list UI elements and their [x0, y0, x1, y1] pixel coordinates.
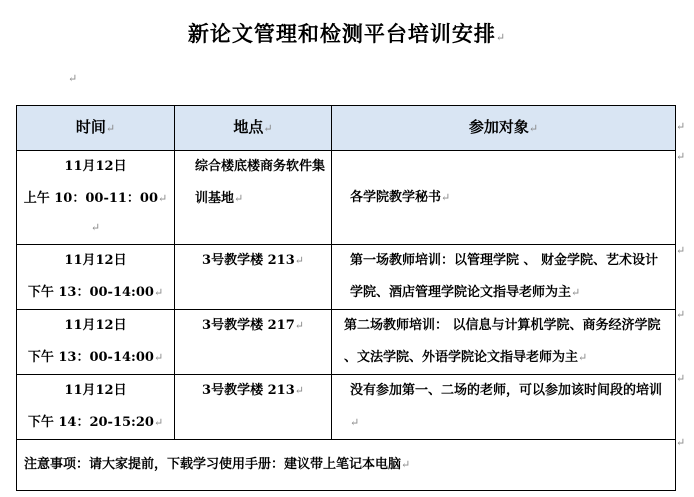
- title-text: 新论文管理和检测平台培训安排: [187, 21, 496, 46]
- cell-audience: 各学院教学秘书↵: [332, 151, 676, 245]
- paragraph-mark: ↵: [676, 436, 686, 449]
- table-row: [17, 310, 676, 375]
- table-row: [17, 440, 676, 491]
- cell-audience: 第一场教师培训：以管理学院 、 财金学院、艺术设计学院、酒店管理学院论文指导老师为主↵: [332, 245, 676, 310]
- cell-place: 3号教学楼 217↵: [175, 310, 332, 375]
- schedule-table: [16, 105, 676, 491]
- cell-place: 综合楼底楼商务软件集训基地↵: [175, 151, 332, 245]
- header-audience: 参加对象↵: [332, 106, 676, 151]
- cell-time: 11月12日 上午 10：00-11：00↵ ↵: [17, 151, 175, 245]
- table-row: [17, 245, 676, 310]
- paragraph-mark: ↵: [676, 244, 686, 257]
- cell-time: 11月12日 下午 13：00-14:00↵: [17, 245, 175, 310]
- paragraph-mark: ↵: [68, 72, 78, 85]
- paragraph-mark: ↵: [676, 372, 686, 385]
- cell-time: 11月12日 下午 14：20-15:20↵: [17, 375, 175, 440]
- cell-place: 3号教学楼 213↵: [175, 245, 332, 310]
- paragraph-mark: ↵: [676, 150, 686, 163]
- document-title: [0, 18, 694, 48]
- table-row: [17, 151, 676, 245]
- table-header-row: [17, 106, 676, 151]
- header-place: 地点↵: [175, 106, 332, 151]
- cell-audience: 没有参加第一、二场的老师，可以参加该时间段的培训↵: [332, 375, 676, 440]
- cell-place: 3号教学楼 213↵: [175, 375, 332, 440]
- paragraph-mark: ↵: [495, 31, 507, 44]
- cell-audience: 第二场教师培训： 以信息与计算机学院、商务经济学院 、文法学院、外语学院论文指导老师为主↵: [332, 310, 676, 375]
- cell-time: 11月12日 下午 13：00-14:00↵: [17, 310, 175, 375]
- paragraph-mark: ↵: [676, 120, 686, 133]
- note-cell: 注意事项：请大家提前，下载学习使用手册：建议带上笔记本电脑↵: [17, 440, 676, 491]
- table-row: [17, 375, 676, 440]
- paragraph-mark: ↵: [676, 308, 686, 321]
- header-time: 时间↵: [17, 106, 175, 151]
